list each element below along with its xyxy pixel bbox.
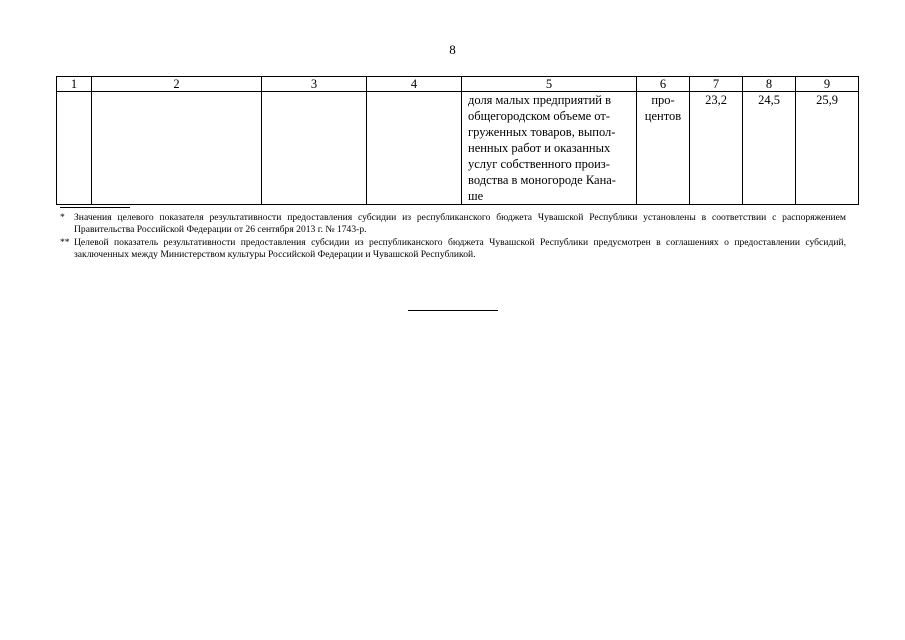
- footnote-1: [60, 212, 846, 236]
- table-row: [57, 92, 859, 205]
- indicator-name-cell: [462, 92, 637, 205]
- column-number-7: 7: [690, 77, 743, 92]
- indicator-line: общегородском объеме от-: [468, 109, 610, 123]
- value-col-9: 25,9: [796, 92, 859, 205]
- indicator-table: [56, 76, 859, 205]
- end-of-document-rule: [408, 310, 498, 311]
- footnote-2: [60, 237, 846, 261]
- page-number: 8: [449, 42, 456, 57]
- cell-col-2: [92, 92, 262, 205]
- column-number-row: [57, 77, 859, 92]
- footnote-separator: [60, 207, 130, 208]
- indicator-line: ненных работ и оказанных: [468, 141, 611, 155]
- cell-col-4: [367, 92, 462, 205]
- indicator-line: груженных товаров, выпол-: [468, 125, 616, 139]
- column-number-5: 5: [462, 77, 637, 92]
- column-number-3: 3: [262, 77, 367, 92]
- unit-line: про-: [651, 93, 675, 107]
- value-col-8: 24,5: [743, 92, 796, 205]
- indicator-line: водства в моногороде Кана-: [468, 173, 616, 187]
- cell-col-3: [262, 92, 367, 205]
- column-number-1: 1: [57, 77, 92, 92]
- indicator-line: доля малых предприятий в: [468, 93, 611, 107]
- column-number-2: 2: [92, 77, 262, 92]
- footnote-mark: *: [60, 212, 65, 223]
- unit-cell: [637, 92, 690, 205]
- cell-col-1: [57, 92, 92, 205]
- unit-line: центов: [644, 109, 682, 123]
- indicator-line: услуг собственного произ-: [468, 157, 610, 171]
- footnotes: [60, 212, 846, 262]
- column-number-8: 8: [743, 77, 796, 92]
- value-col-7: 23,2: [690, 92, 743, 205]
- column-number-6: 6: [637, 77, 690, 92]
- indicator-line: ше: [468, 189, 484, 203]
- column-number-9: 9: [796, 77, 859, 92]
- footnote-mark: **: [60, 237, 70, 248]
- footnote-text: Значения целевого показателя результативности предоставления субсидии из республиканского бюджета Чувашской Республики установлены в соответствии с распоряжением Правительства Российской Федерации от 26 сентября 2013 г. № 1743-р.: [74, 212, 846, 235]
- column-number-4: 4: [367, 77, 462, 92]
- footnote-text: Целевой показатель результативности предоставления субсидии из республиканского бюджета Чувашской Республики предусмотрен в соглашениях о предоставлении субсидий, заключенных между Министерством культуры Российской Федерации и Чувашской Республикой.: [74, 237, 846, 260]
